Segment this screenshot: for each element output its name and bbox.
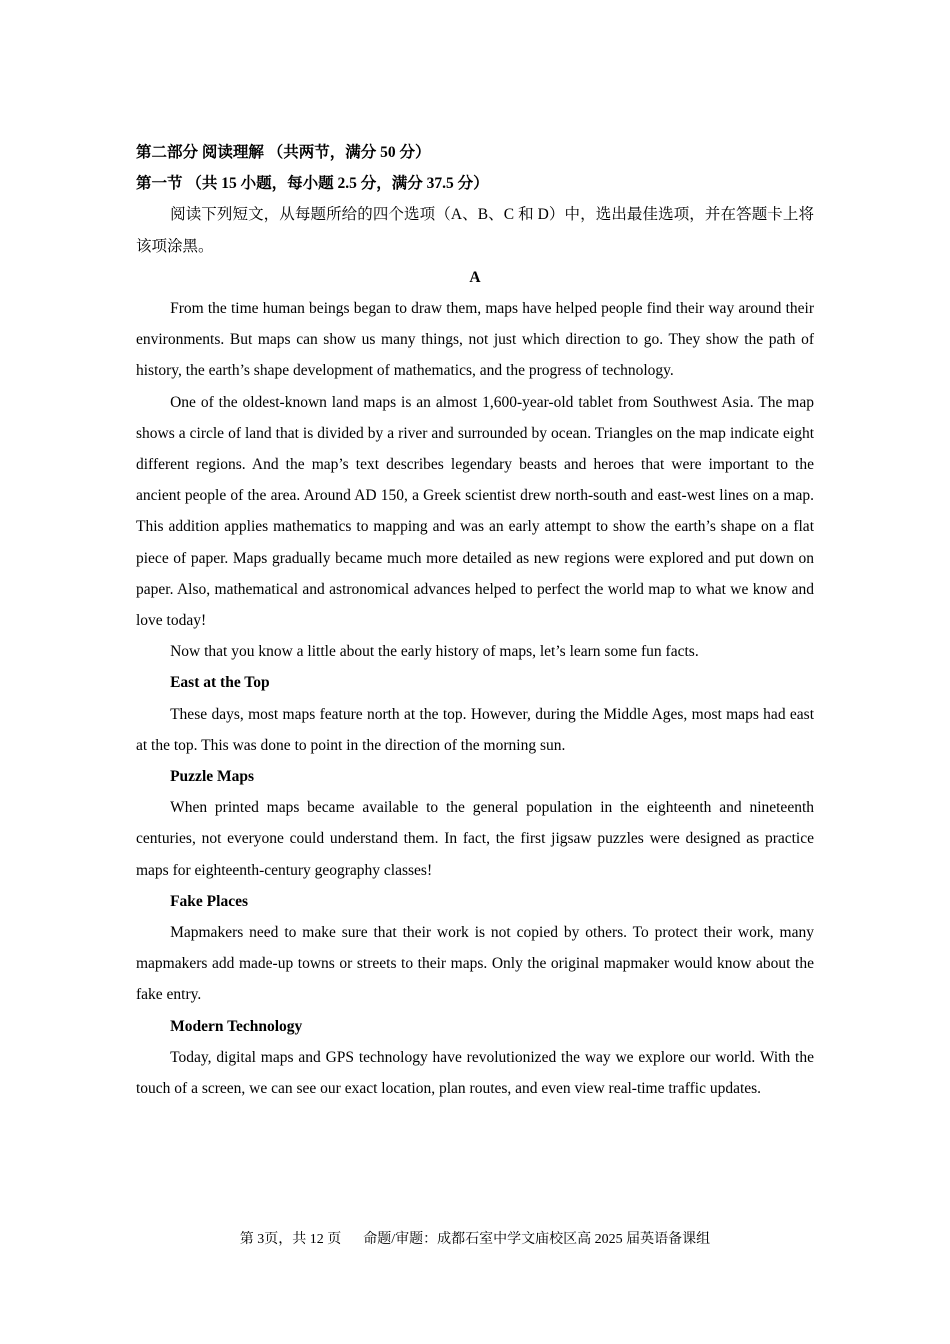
- page-footer: [0, 1228, 950, 1252]
- passage-letter: A: [469, 268, 481, 286]
- fact-text: These days, most maps feature north at the top. However, during the Middle Ages, most maps had east at the top. This was done to point in the direction of the morning sun.: [136, 705, 814, 754]
- passage-paragraph: Now that you know a little about the early history of maps, let’s learn some fun facts.: [170, 643, 699, 661]
- page-number: 第 3页，共 12 页: [239, 1232, 342, 1247]
- footer-credit: 命题/审题：成都石室中学文庙校区高 2025 届英语备课组: [363, 1232, 711, 1247]
- fact-text: When printed maps became available to the general population in the eighteenth and nineteenth centuries, not everyone could understand them. In fact, the first jigsaw puzzles were designed as practice maps for eighteenth-century geography classes!: [136, 799, 814, 879]
- fact-text: Mapmakers need to make sure that their work is not copied by others. To protect their work, many mapmakers add made-up towns or streets to their maps. Only the original mapmaker would know about the fake entry.: [136, 924, 814, 1004]
- fact-title: Fake Places: [170, 892, 249, 910]
- instructions: 阅读下列短文，从每题所给的四个选项（A、B、C 和 D）中，选出最佳选项，并在答题卡上将该项涂黑。: [136, 206, 814, 255]
- passage-paragraph: One of the oldest-known land maps is an almost 1,600-year-old tablet from Southwest Asia. The map shows a circle of land that is divided by a river and surrounded by ocean. Triangles on the map indicate eight different regions. And the map’s text describes legendary beasts and heroes that were important to the ancient people of the area. Around AD 150, a Greek scientist drew north-south and east-west lines on a map. This addition applies mathematics to mapping and was an early attempt to show the earth’s shape on a flat piece of paper. Maps gradually became much more detailed as new regions were explored and put down on paper. Also, mathematical and astronomical advances helped to perfect the world map to what we know and love today!: [136, 393, 814, 630]
- fact-title: Modern Technology: [170, 1017, 303, 1035]
- section-heading: 第二部分 阅读理解 （共两节，满分 50 分）: [136, 144, 431, 161]
- fact-title: Puzzle Maps: [170, 768, 255, 786]
- subsection-heading: 第一节 （共 15 小题，每小题 2.5 分，满分 37.5 分）: [136, 175, 489, 193]
- exam-page-content: [136, 137, 814, 1104]
- fact-title: East at the Top: [170, 674, 270, 692]
- passage-paragraph: From the time human beings began to draw them, maps have helped people find their way around their environments. But maps can show us many things, not just which direction to go. They show the path of history, the earth’s shape development of mathematics, and the progress of technology.: [136, 300, 814, 380]
- fact-text: Today, digital maps and GPS technology have revolutionized the way we explore our world. With the touch of a screen, we can see our exact location, plan routes, and even view real-time traffic updates.: [136, 1048, 814, 1098]
